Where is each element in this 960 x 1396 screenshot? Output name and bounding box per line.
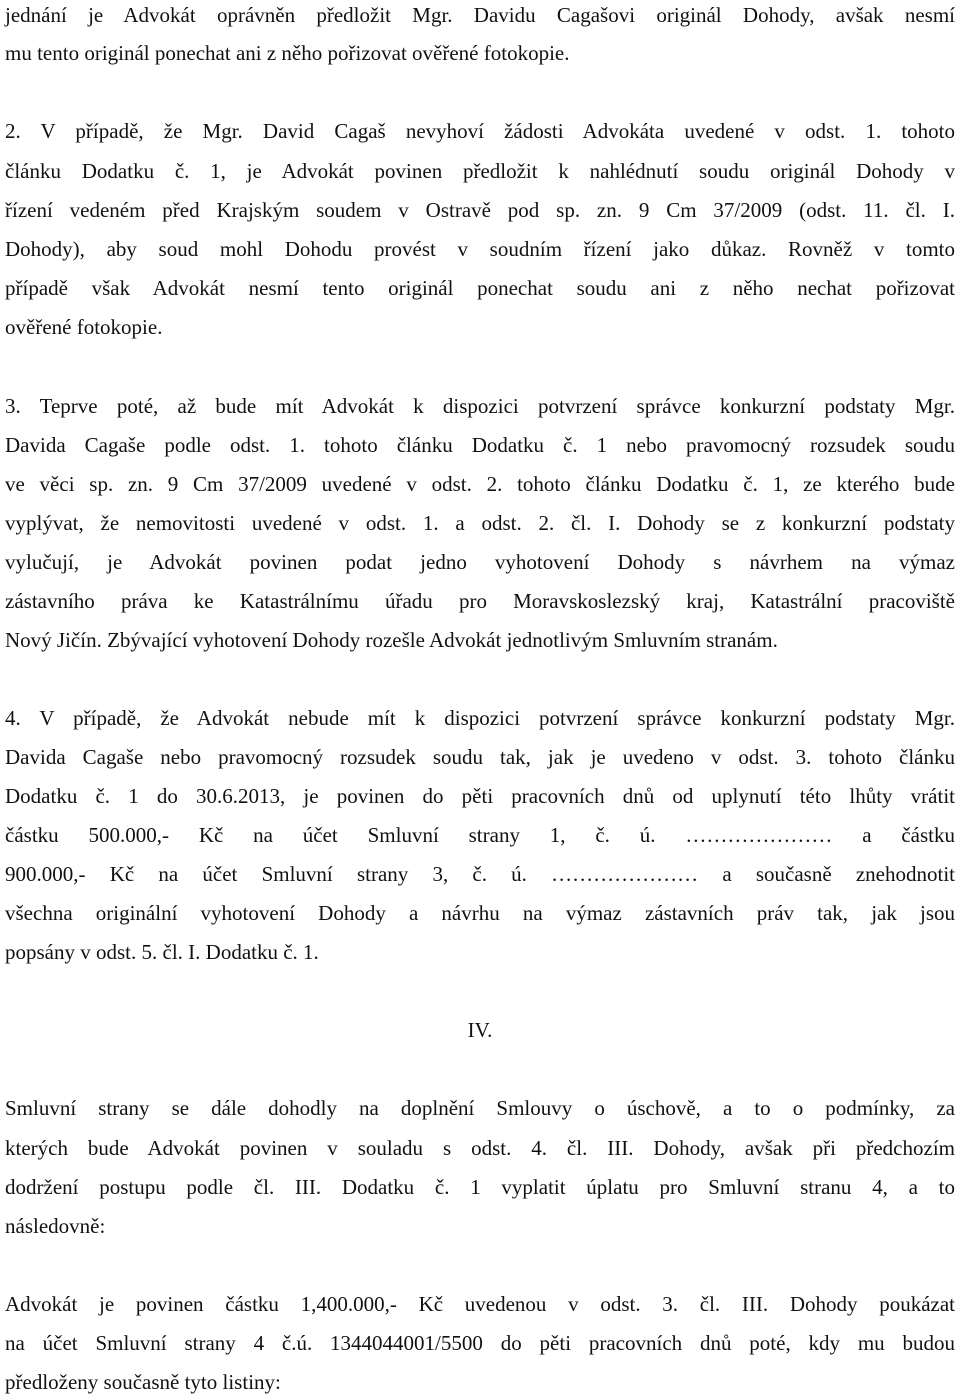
text-line: zástavního práva ke Katastrálnímu úřadu pro Moravskoslezský kraj, Katastrální pracoviště: [5, 589, 955, 613]
text-line: 4. V případě, že Advokát nebude mít k dispozici potvrzení správce konkurzní podstaty Mgr.: [5, 706, 955, 730]
text-line: ověřené fotokopie.: [5, 315, 163, 339]
text-line: všechna originální vyhotovení Dohody a návrhu na výmaz zástavních práv tak, jak jsou: [5, 901, 955, 925]
text-line: vylučují, je Advokát povinen podat jedno vyhotovení Dohody s návrhem na výmaz: [5, 550, 955, 574]
text-line: řízení vedeném před Krajským soudem v Ostravě pod sp. zn. 9 Cm 37/2009 (odst. 11. čl. I.: [5, 198, 955, 222]
text-line: ve věci sp. zn. 9 Cm 37/2009 uvedené v odst. 2. tohoto článku Dodatku č. 1, ze kterého bude: [5, 472, 955, 496]
text-line: případě však Advokát nesmí tento originál ponechat soudu ani z něho nechat pořizovat: [5, 276, 955, 300]
text-line: 900.000,- Kč na účet Smluvní strany 3, č. ú. ………………… a současně znehodnotit: [5, 862, 955, 886]
text-line: Smluvní strany se dále dohodly na doplnění Smlouvy o úschově, a to o podmínky, za: [5, 1096, 955, 1120]
section-heading: IV.: [467, 1018, 493, 1042]
text-line: Dohody), aby soud mohl Dohodu provést v soudním řízení jako důkaz. Rovněž v tomto: [5, 237, 955, 261]
text-line: předloženy současně tyto listiny:: [5, 1370, 281, 1394]
text-line: následovně:: [5, 1214, 106, 1238]
text-line: kterých bude Advokát povinen v souladu s odst. 4. čl. III. Dohody, avšak při předchozím: [5, 1136, 955, 1160]
text-line: na účet Smluvní strany 4 č.ú. 1344044001/5500 do pěti pracovních dnů poté, kdy mu budou: [5, 1331, 955, 1355]
text-line: popsány v odst. 5. čl. I. Dodatku č. 1.: [5, 940, 319, 964]
text-line: vyplývat, že nemovitosti uvedené v odst. 1. a odst. 2. čl. I. Dohody se z konkurzní podstaty: [5, 511, 955, 535]
text-line: jednání je Advokát oprávněn předložit Mgr. Davidu Cagašovi originál Dohody, avšak nesmí: [5, 3, 955, 27]
text-line: částku 500.000,- Kč na účet Smluvní strany 1, č. ú. ………………… a částku: [5, 823, 955, 847]
text-line: 2. V případě, že Mgr. David Cagaš nevyhoví žádosti Advokáta uvedené v odst. 1. tohoto: [5, 119, 955, 143]
text-line: Dodatku č. 1 do 30.6.2013, je povinen do pěti pracovních dnů od uplynutí této lhůty vrátit: [5, 784, 955, 808]
text-line: dodržení postupu podle čl. III. Dodatku č. 1 vyplatit úplatu pro Smluvní stranu 4, a to: [5, 1175, 955, 1199]
text-line: Davida Cagaše nebo pravomocný rozsudek soudu tak, jak je uvedeno v odst. 3. tohoto článku: [5, 745, 955, 769]
text-line: 3. Teprve poté, až bude mít Advokát k dispozici potvrzení správce konkurzní podstaty Mgr.: [5, 394, 955, 418]
text-line: Davida Cagaše podle odst. 1. tohoto článku Dodatku č. 1 nebo pravomocný rozsudek soudu: [5, 433, 955, 457]
text-line: mu tento originál ponechat ani z něho pořizovat ověřené fotokopie.: [5, 41, 570, 65]
text-line: článku Dodatku č. 1, je Advokát povinen předložit k nahlédnutí soudu originál Dohody v: [5, 159, 955, 183]
text-line: Nový Jičín. Zbývající vyhotovení Dohody rozešle Advokát jednotlivým Smluvním stranám.: [5, 628, 778, 652]
text-line: Advokát je povinen částku 1,400.000,- Kč uvedenou v odst. 3. čl. III. Dohody poukázat: [5, 1292, 955, 1316]
